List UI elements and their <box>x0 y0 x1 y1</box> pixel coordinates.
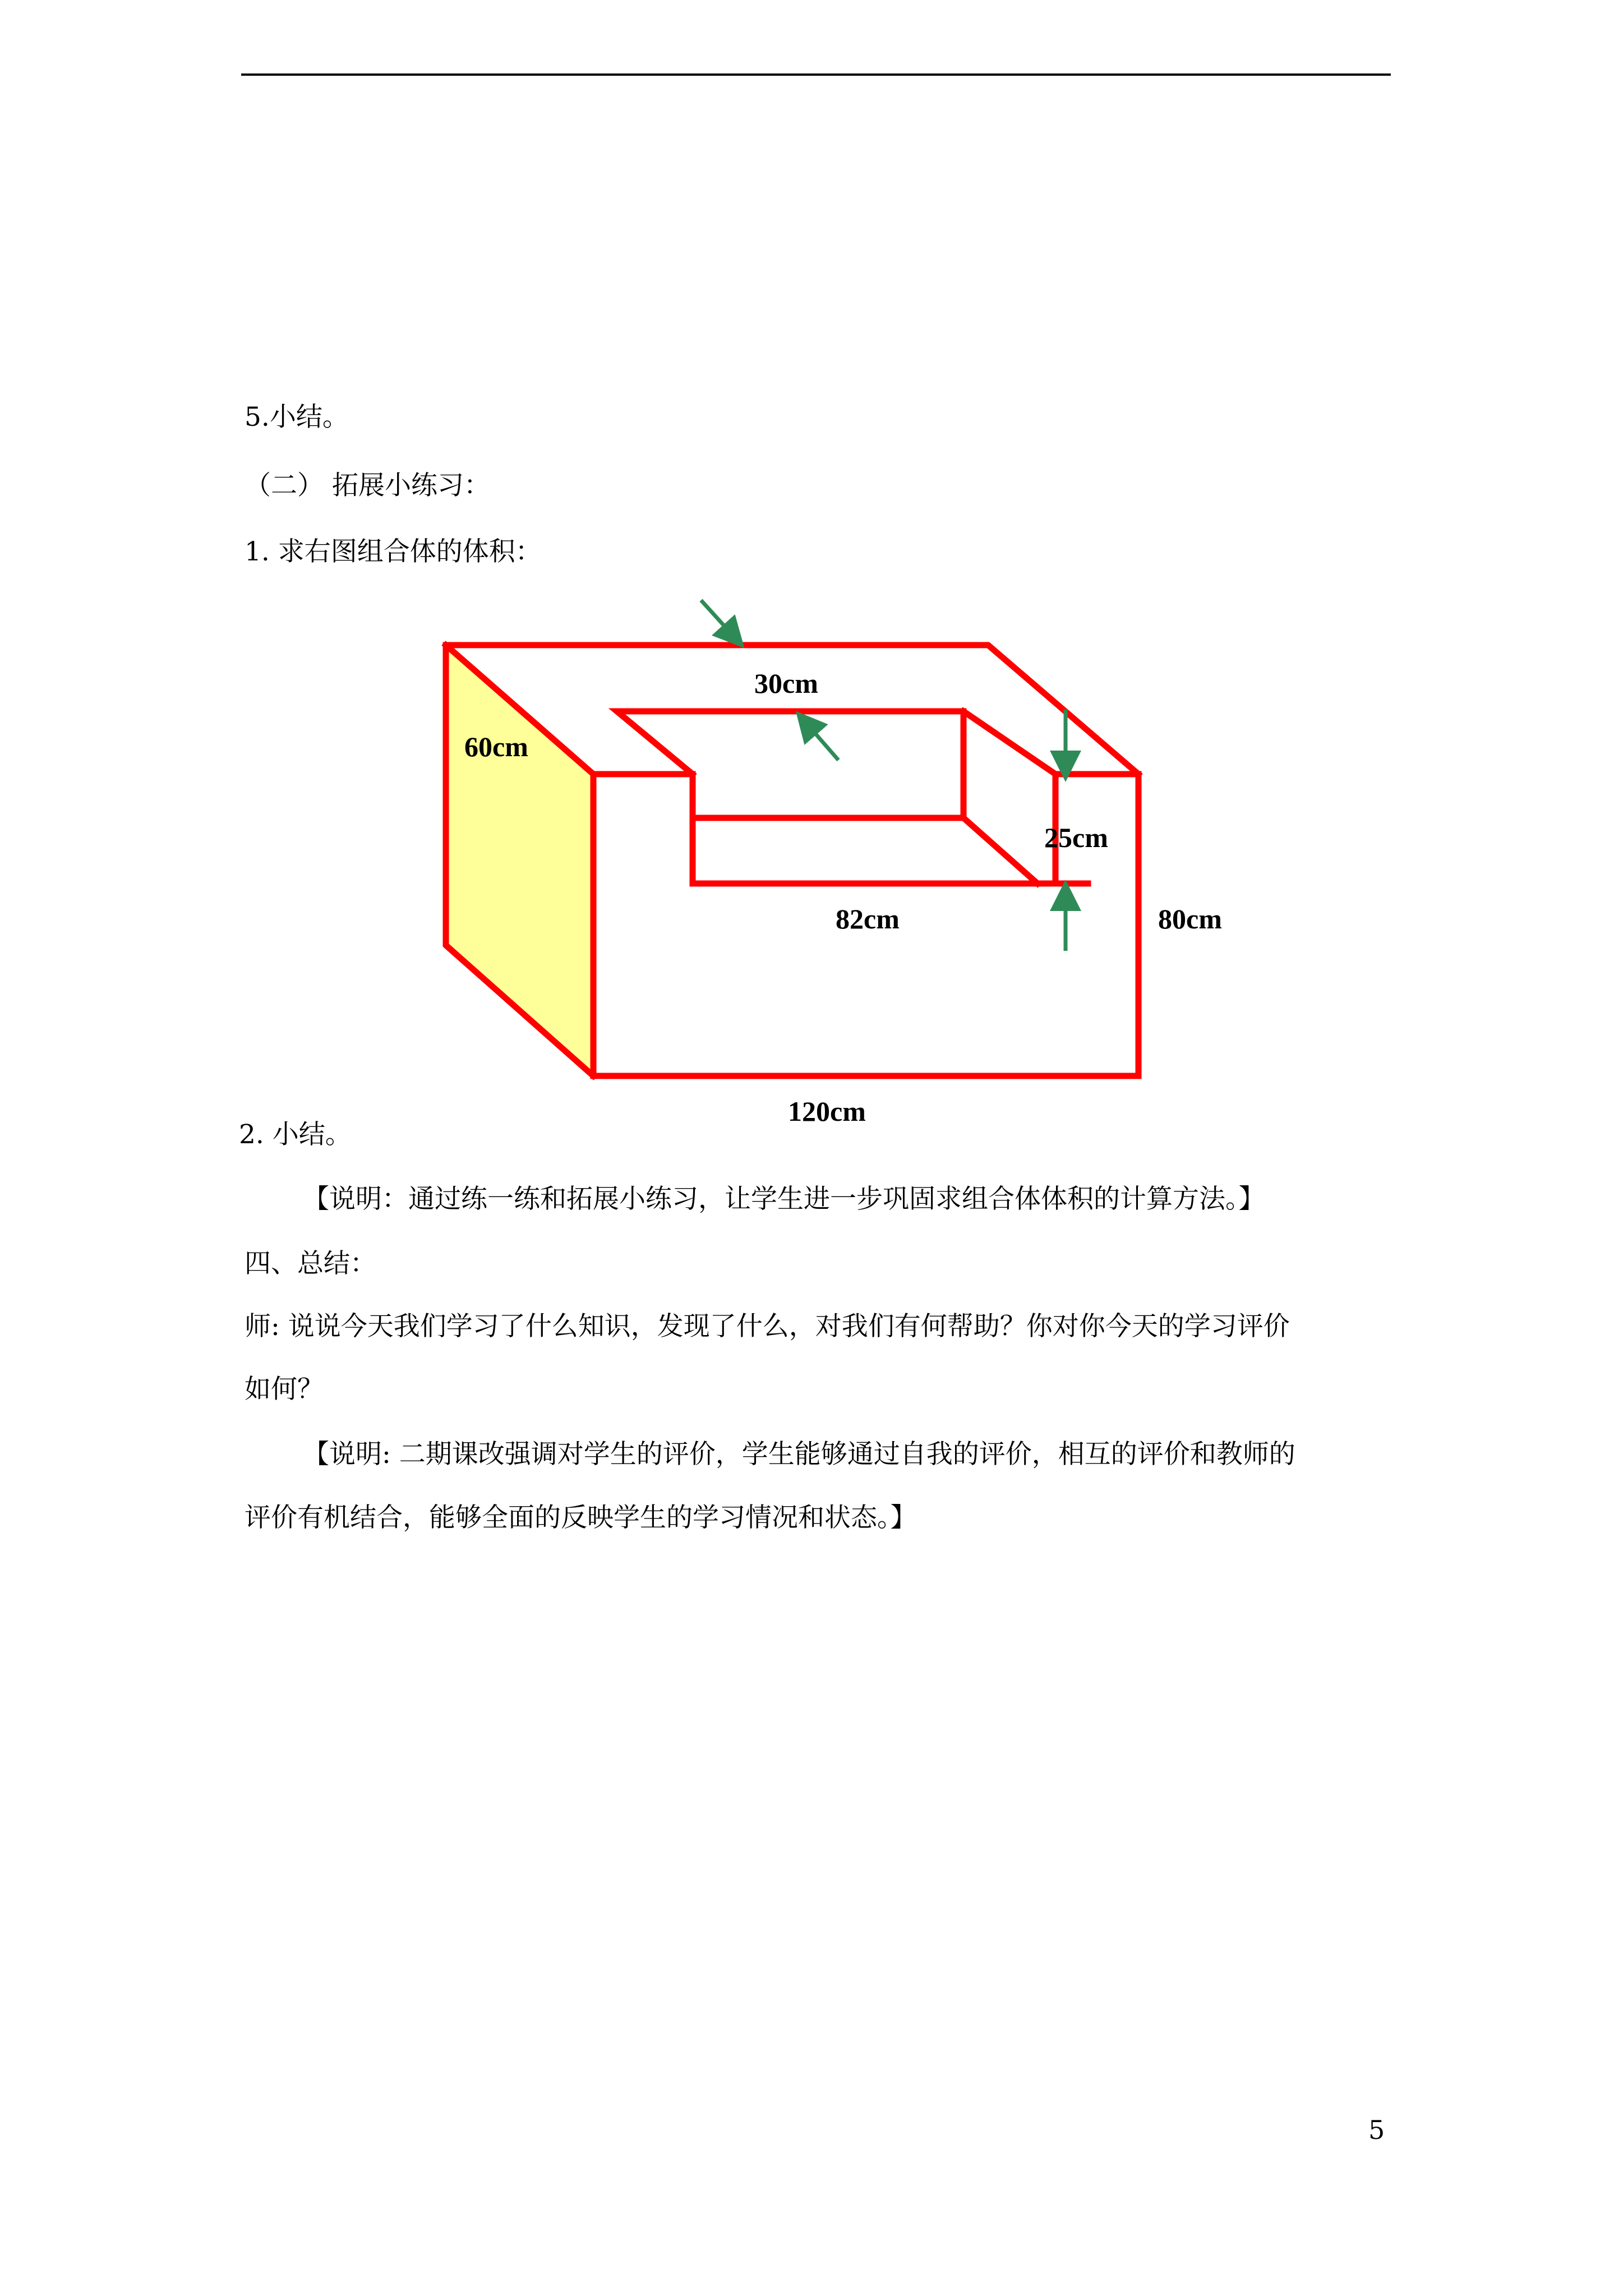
teacher-question: 师: 说说今天我们学习了什么知识，发现了什么，对我们有何帮助？你对你今天的学习评价 <box>245 1311 1290 1342</box>
arrow-inner-width <box>801 717 838 760</box>
label-depth: 60cm <box>464 731 528 762</box>
section-heading-extension: （二） 拓展小练习： <box>245 470 490 501</box>
label-notch-height: 25cm <box>1044 822 1108 853</box>
label-notch-length: 82cm <box>836 903 900 935</box>
note-2: 【说明: 二期课改强调对学生的评价，学生能够通过自我的评价，相互的评价和教师的 <box>303 1439 1295 1470</box>
exercise-2-summary: 2. 小结。 <box>239 1119 352 1150</box>
label-length: 120cm <box>788 1096 866 1127</box>
teacher-question-cont: 如何？ <box>245 1374 324 1405</box>
page-number: 5 <box>1368 2115 1385 2145</box>
exercise-1: 1. 求右图组合体的体积： <box>245 536 542 567</box>
arrow-top-width <box>701 600 739 642</box>
notch-back <box>617 711 963 818</box>
section-heading-conclusion: 四、总结： <box>245 1248 376 1279</box>
notch-top-diagonal <box>963 711 1055 774</box>
note-2-cont: 评价有机结合，能够全面的反映学生的学习情况和状态。】 <box>245 1502 917 1533</box>
section-summary-5: 5.小结。 <box>245 402 349 432</box>
notch-floor-diagonal <box>963 818 1038 884</box>
note-1: 【说明：通过练一练和拓展小练习，让学生进一步巩固求组合体体积的计算方法。】 <box>303 1184 1265 1214</box>
label-height: 80cm <box>1158 903 1222 935</box>
label-top: 30cm <box>754 668 818 699</box>
